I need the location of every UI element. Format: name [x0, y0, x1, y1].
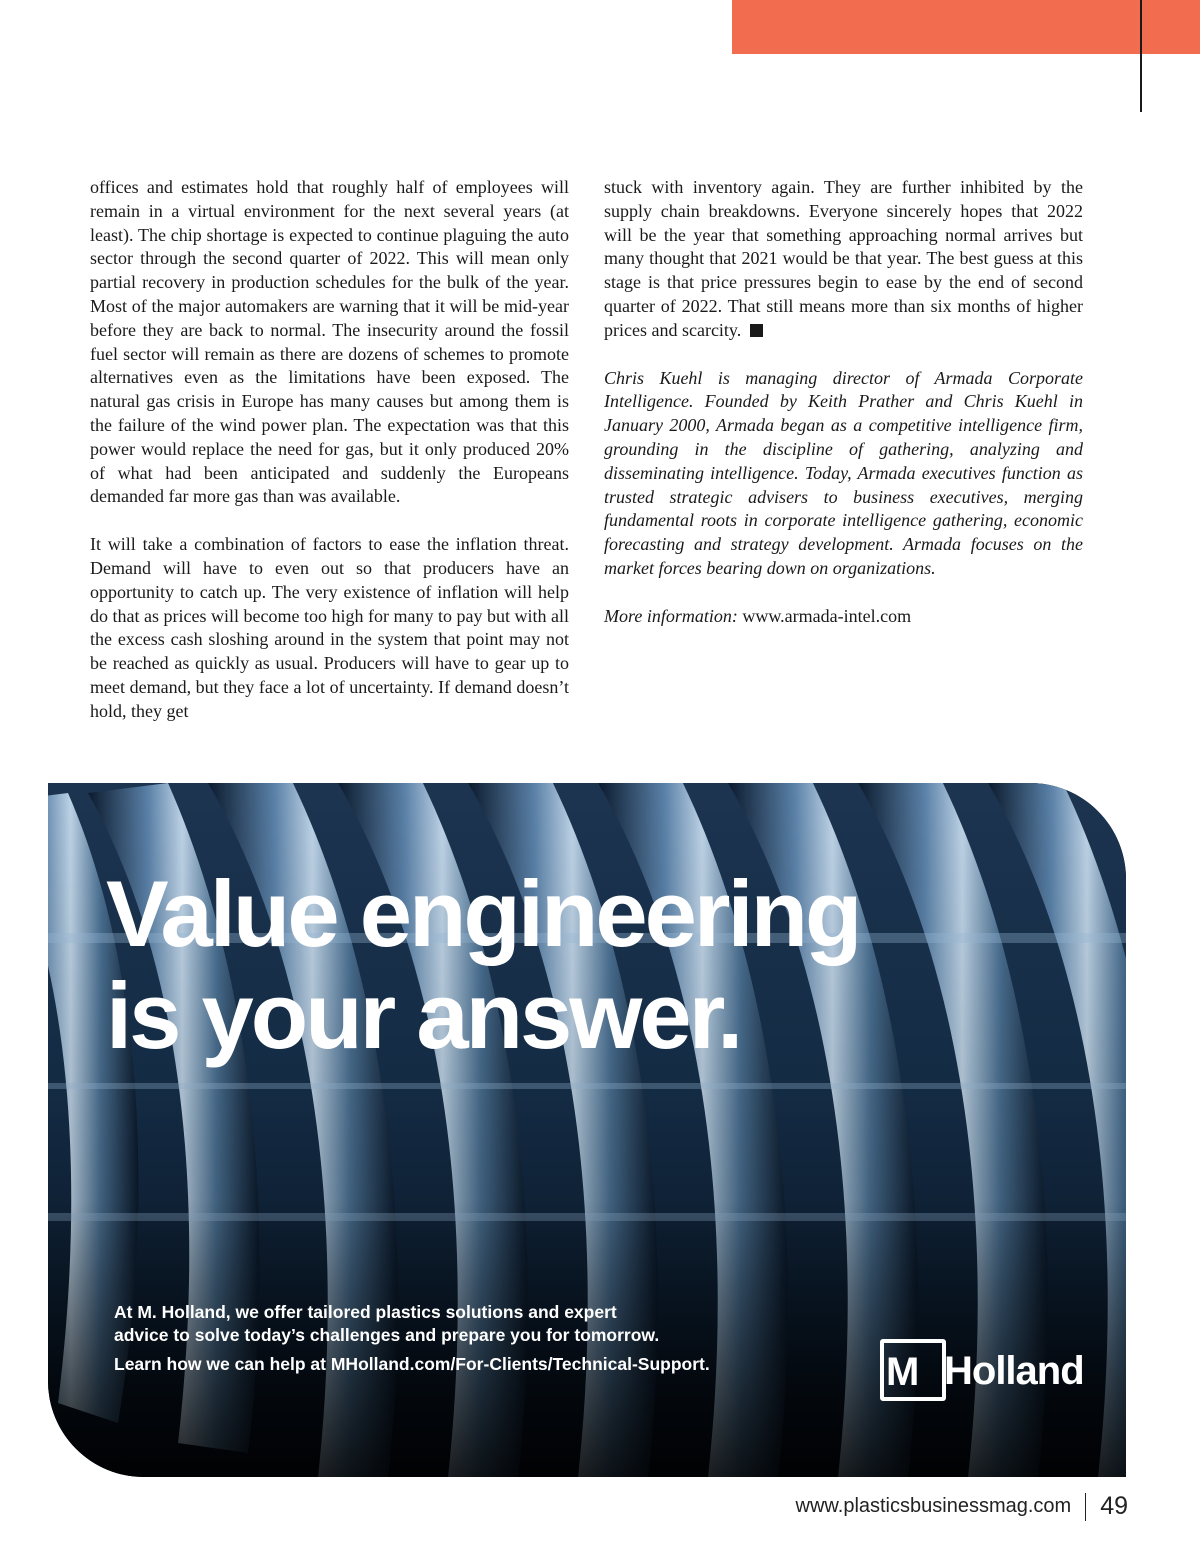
footer-divider: [1085, 1493, 1086, 1521]
ad-call-to-action[interactable]: Learn how we can help at MHolland.com/For-Clients/Technical-Support.: [114, 1354, 710, 1374]
article-paragraph: [604, 176, 1083, 343]
ad-headline-line: is your answer.: [106, 963, 741, 1068]
end-of-article-mark: [750, 324, 763, 337]
footer-website[interactable]: www.plasticsbusinessmag.com: [795, 1495, 1072, 1517]
article-closing-text: stuck with inventory again. They are further inhibited by the supply chain breakdowns. Everyone sincerely hopes that 2022 will be the year that something approaching normal arrives but many thought that 2021 would be that year. The best guess at this stage is that price pressures begin to ease by the end of second quarter of 2022. That still means more than six months of higher prices and scarcity.: [604, 177, 1083, 340]
more-information: [604, 605, 1083, 629]
accent-bar: [732, 0, 1200, 54]
logo-box-icon: [880, 1339, 946, 1401]
ad-blurb: [114, 1301, 710, 1347]
author-bio: Chris Kuehl is managing director of Armada Corporate Intelligence. Founded by Keith Prather and Chris Kuehl in January 2000, Armada began as a competitive intelligence firm, grounding in the discipline of gathering, analyzing and disseminating intelligence. Today, Armada executives function as trusted strategic advisers to business executives, merging fundamental roots in corporate intelligence gathering, economic forecasting and strategy development. Armada focuses on the market forces bearing down on organizations.: [604, 367, 1083, 578]
ad-headline: [106, 863, 859, 1067]
article-paragraph: It will take a combination of factors to ease the inflation threat. Demand will have to even out so that producers have an opportunity to catch up. The very existence of inflation will help do that as prices will become too high for many to pay but with all the excess cash sloshing around in the system that point may not be reached as quickly as usual. Producers will have to gear up to meet demand, but they face a lot of uncertainty. If demand doesn’t hold, they get: [90, 534, 569, 721]
more-information-label: More information:: [604, 605, 738, 626]
article-left-column: [90, 176, 569, 724]
logo-box-letter: M: [886, 1350, 919, 1394]
ad-copy: [114, 1301, 710, 1376]
header-rule: [1140, 0, 1142, 112]
logo-wordmark: Holland: [944, 1348, 1084, 1393]
ad-blurb-line: advice to solve today’s challenges and prepare you for tomorrow.: [114, 1325, 660, 1345]
article-right-column: [604, 176, 1083, 629]
article-paragraph: offices and estimates hold that roughly half of employees will remain in a virtual environment for the next several years (at least). The chip shortage is expected to continue plaguing the auto sector through the second quarter of 2022. This will mean only partial recovery in production schedules for the bulk of the year. Most of the major automakers are warning that it will be mid-year before they are back to normal. The insecurity around the fossil fuel sector will remain as there are dozens of schemes to promote alternatives even as the limitations have been exposed. The natural gas crisis in Europe has many causes but among them is the failure of the wind power plan. The expectation was that this power would replace the need for gas, but it only produced 20% of what had been anticipated and suddenly the Europeans demanded far more gas than was available.: [90, 177, 569, 507]
page-footer: [796, 1492, 1128, 1521]
more-information-url[interactable]: www.armada-intel.com: [742, 605, 912, 626]
mholland-logo: [880, 1339, 1084, 1401]
mholland-advertisement[interactable]: [48, 783, 1126, 1477]
ad-headline-line: Value engineering: [106, 861, 860, 966]
ad-blurb-line: At M. Holland, we offer tailored plastics solutions and expert: [114, 1302, 617, 1322]
page-number: 49: [1100, 1492, 1128, 1520]
